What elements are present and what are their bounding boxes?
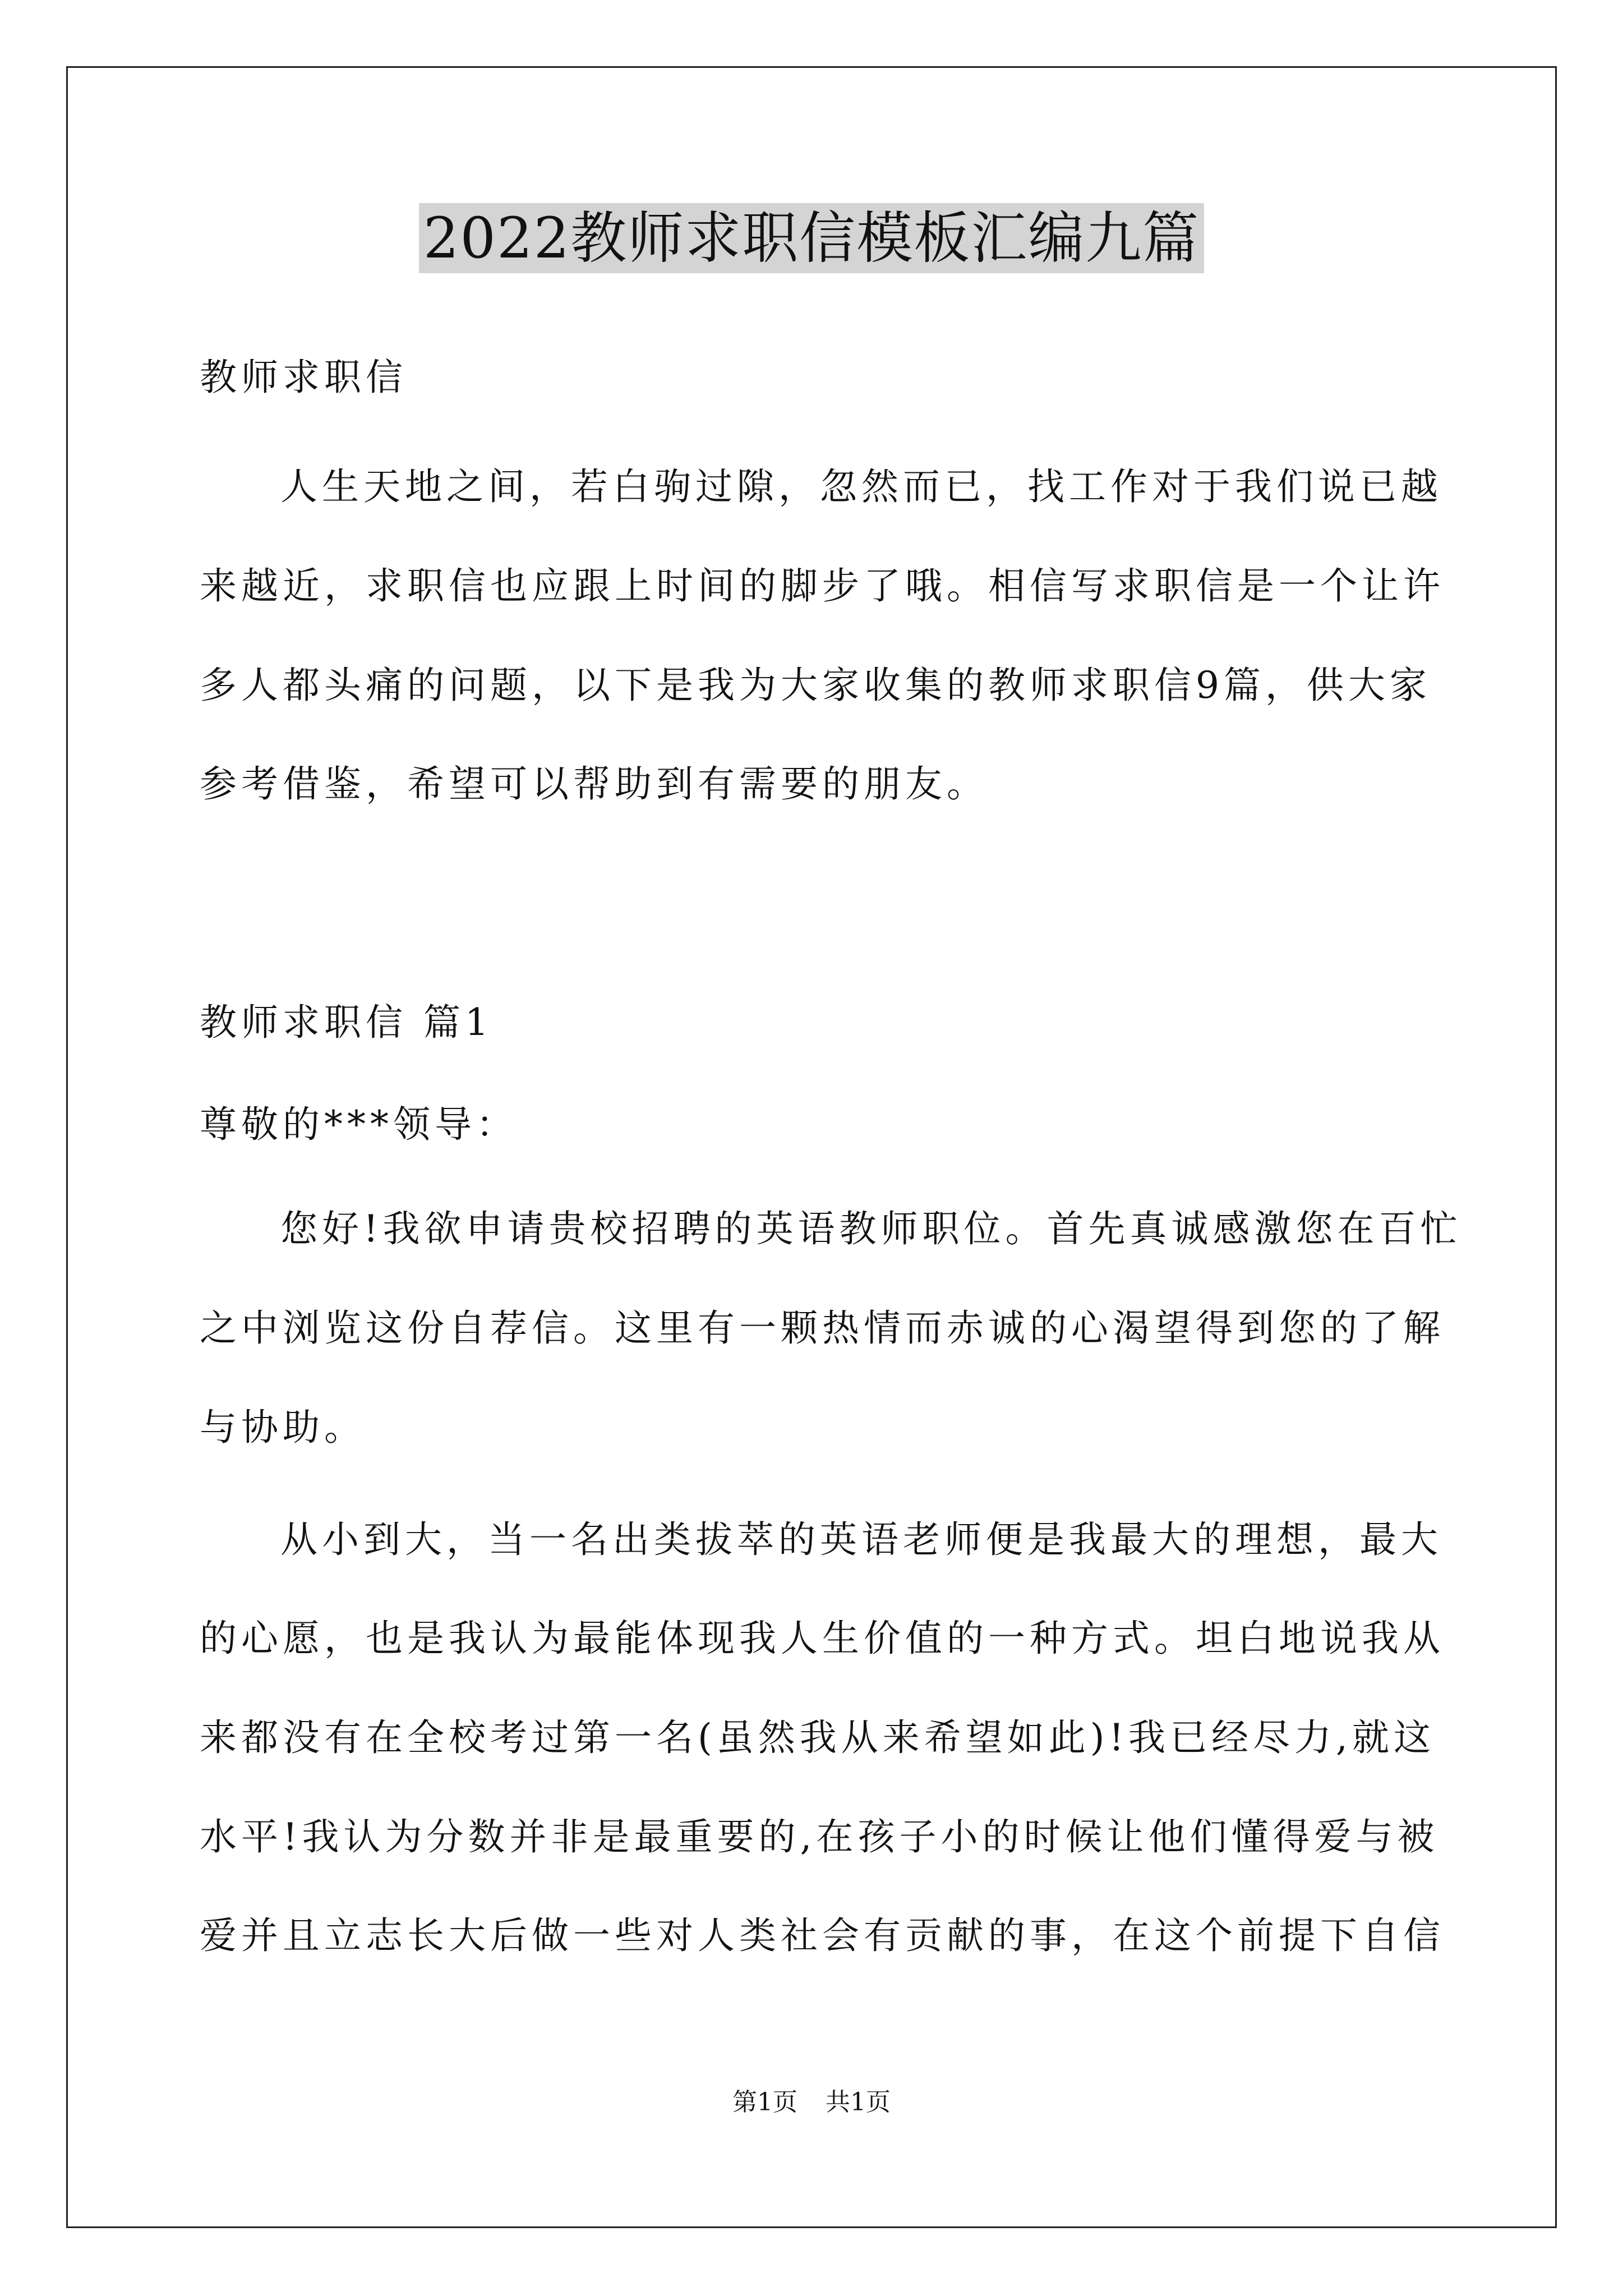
- page-total: 共1页: [826, 2088, 891, 2116]
- paragraph-line: 与协助。: [200, 1406, 366, 1449]
- page-footer: [0, 2086, 1623, 2119]
- paragraph-line: 爱并且立志长大后做一些对人类社会有贡献的事，在这个前提下自信: [200, 1914, 1445, 1957]
- paragraph-line: 参考借鉴，希望可以帮助到有需要的朋友。: [200, 762, 988, 806]
- paragraph-line: 人生天地之间，若白驹过隙，忽然而已，找工作对于我们说已越: [280, 465, 1442, 508]
- paragraph-line: 来都没有在全校考过第一名(虽然我从来希望如此)!我已经尽力,就这: [200, 1716, 1435, 1759]
- document-title: [0, 199, 1623, 278]
- document-title-text: 2022教师求职信模板汇编九篇: [419, 203, 1205, 273]
- section-heading: 教师求职信 篇1: [200, 1001, 493, 1044]
- page-number: 第1页: [732, 2088, 797, 2116]
- paragraph-line: 来越近，求职信也应跟上时间的脚步了哦。相信写求职信是一个让许: [200, 564, 1445, 608]
- paragraph-line: 之中浏览这份自荐信。这里有一颗热情而赤诚的心渴望得到您的了解: [200, 1306, 1445, 1350]
- paragraph-line: 多人都头痛的问题，以下是我为大家收集的教师求职信9篇，供大家: [200, 664, 1431, 707]
- paragraph-line: 的心愿，也是我认为最能体现我人生价值的一种方式。坦白地说我从: [200, 1617, 1445, 1660]
- paragraph-line: 您好!我欲申请贵校招聘的英语教师职位。首先真诚感激您在百忙: [280, 1207, 1462, 1250]
- section-heading: 教师求职信: [200, 356, 407, 399]
- paragraph-line: 从小到大，当一名出类拔萃的英语老师便是我最大的理想，最大: [280, 1518, 1442, 1561]
- paragraph-line: 水平!我认为分数并非是最重要的,在孩子小的时候让他们懂得爱与被: [200, 1815, 1439, 1858]
- salutation: 尊敬的***领导：: [200, 1103, 518, 1146]
